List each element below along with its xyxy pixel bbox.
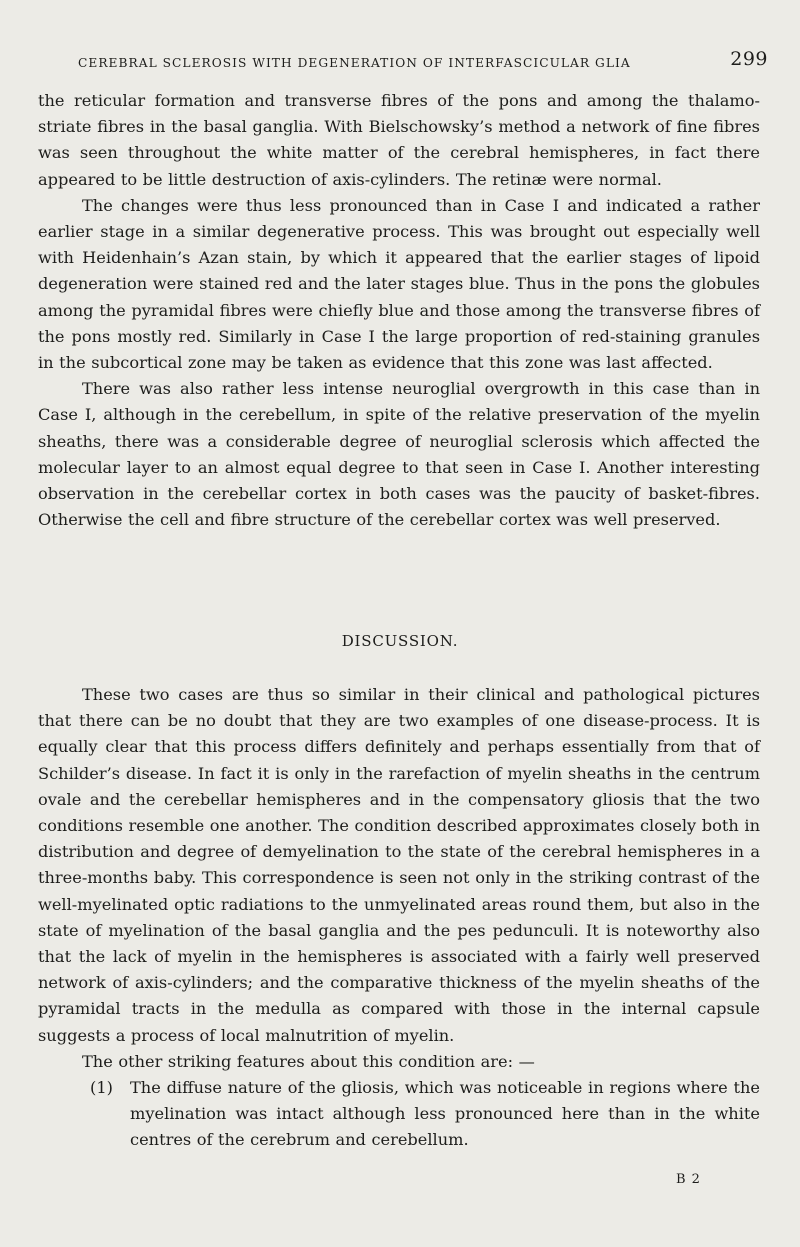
paragraph-neuroglial: There was also rather less intense neuroglial overgrowth in this case than in Case I, although in the cerebellum, in spite of the relative preservation of the myelin sheaths, there was a considerable degree of neuroglial sclerosis which affected the molecular layer to an almost equal degree to that seen in Case I. Another interesting observation in the cerebellar cortex in both cases was the paucity of basket-fibres. Otherwise the cell and fibre structure of the cerebellar cortex was well preserved. bbox=[38, 379, 760, 530]
list-item-number: (1) bbox=[90, 1078, 113, 1098]
running-title: CEREBRAL SCLEROSIS WITH DEGENERATION OF INTERFASCICULAR GLIA bbox=[78, 56, 631, 70]
list-item-text: The diffuse nature of the gliosis, which was noticeable in regions where the myelination was intact although less pronounced here than in the white centres of the cerebrum and cerebellum. bbox=[130, 1078, 760, 1150]
continued-section bbox=[38, 88, 760, 533]
paragraph-continuation: the reticular formation and transverse fibres of the pons and among the thalamo-striate fibres in the basal ganglia. With Bielschowsky’s method a network of fine fibres was seen throughout the white matter of the cerebral hemispheres, in fact there appeared to be little destruction of axis-cylinders. The retinæ were normal. bbox=[38, 91, 760, 189]
paragraph-changes: The changes were thus less pronounced than in Case I and indicated a rather earlier stage in a similar degenerative process. This was brought out especially well with Heidenhain’s Azan stain, by which it appeared that the earlier stages of lipoid degeneration were stained red and the later stages blue. Thus in the pons the globules among the pyramidal fibres were chiefly blue and those among the transverse fibres of the pons mostly red. Similarly in Case I the large proportion of red-staining granules in the subcortical zone may be taken as evidence that this zone was last affected. bbox=[38, 195, 760, 373]
list-item bbox=[38, 1075, 760, 1154]
discussion-section bbox=[38, 682, 760, 1154]
running-head bbox=[78, 48, 768, 74]
signature-mark: B 2 bbox=[676, 1172, 701, 1187]
page-number: 299 bbox=[730, 48, 768, 70]
section-heading: DISCUSSION. bbox=[341, 632, 459, 650]
paragraph-discussion: These two cases are thus so similar in their clinical and pathological pictures that there can be no doubt that they are two examples of one disease-process. It is equally clear that this process differs definitely and perhaps essentially from that of Schilder’s disease. In fact it is only in the rarefaction of myelin sheaths in the centrum ovale and the cerebellar hemispheres and in the compensatory gliosis that the two conditions resemble one another. The condition described approximates closely both in distribution and degree of demyelination to the state of the cerebral hemispheres in a three-months baby. This correspondence is seen not only in the striking contrast of the well-myelinated optic radiations to the unmyelinated areas round them, but also in the state of myelination of the basal ganglia and the pes pedunculi. It is noteworthy also that the lack of myelin in the hemispheres is associated with a fairly well preserved network of axis-cylinders; and the comparative thickness of the myelin sheaths of the pyramidal tracts in the medulla as compared with those in the internal capsule suggests a process of local malnutrition of myelin. bbox=[38, 685, 760, 1045]
paragraph-features-intro: The other striking features about this condition are: — bbox=[82, 1051, 535, 1071]
